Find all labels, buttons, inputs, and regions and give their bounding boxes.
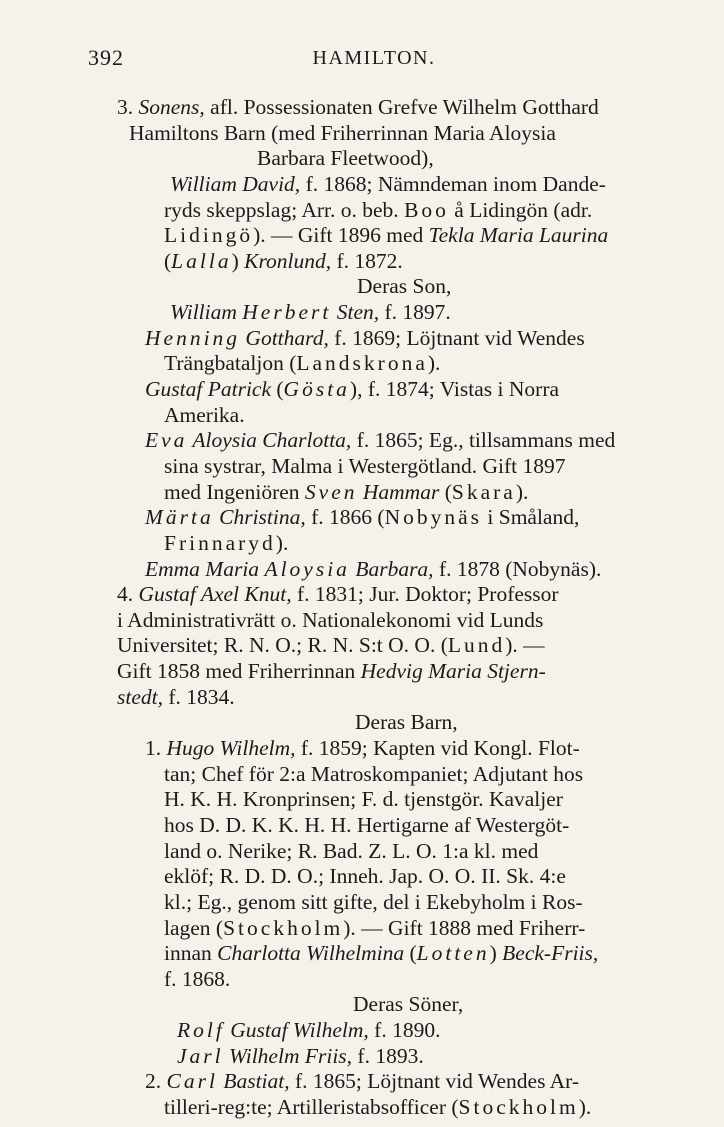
running-head: HAMILTON. <box>312 47 436 69</box>
text-segment: ), f. 1874; Vistas i Norra <box>349 377 560 401</box>
text-line <box>145 376 559 402</box>
text-segment: med Ingeniören <box>164 480 305 504</box>
text-segment: f. 1865; Eg., tillsammans med <box>351 428 616 452</box>
text-segment: Aloysia Charlotta, <box>187 428 352 452</box>
text-segment: tan; Chef för 2:a Matroskompaniet; Adjutant hos <box>164 762 584 786</box>
text-segment: eklöf; R. D. D. O.; Inneh. Jap. O. O. II. Sk. 4:e <box>164 864 566 888</box>
text-segment: Barbara, <box>349 557 434 581</box>
text-segment: 3. <box>117 95 139 119</box>
text-segment: Kronlund, <box>244 249 332 273</box>
text-segment: Hammar <box>357 480 440 504</box>
text-line <box>145 504 579 530</box>
text-line <box>164 222 608 248</box>
text-line <box>164 402 245 428</box>
text-segment: ). — Gift 1888 med Friherr- <box>343 916 586 940</box>
text-segment: ) <box>231 249 245 273</box>
text-segment: H. K. H. Kronprinsen; F. d. tjenstgör. Kavaljer <box>164 787 563 811</box>
text-segment: f. 1866 ( <box>305 505 385 529</box>
text-line <box>257 145 434 171</box>
text-segment: f. 1869; Löjtnant vid Wendes <box>328 326 585 350</box>
text-segment: Lund <box>447 633 506 657</box>
text-segment: Sonens, <box>138 95 205 119</box>
text-segment: Amerika. <box>164 403 245 427</box>
text-line <box>145 325 585 351</box>
text-segment: f. 1893. <box>352 1044 424 1068</box>
text-segment: i Småland, <box>482 505 580 529</box>
text-segment: ). <box>515 480 529 504</box>
text-segment: Barbara Fleetwood), <box>257 146 434 170</box>
text-segment: Märta <box>145 505 214 529</box>
text-line <box>164 479 528 505</box>
text-segment: sina systrar, Malma i Westergötland. Gift 1897 <box>164 454 566 478</box>
text-segment: ). <box>427 351 441 375</box>
text-segment: Herbert <box>242 300 332 324</box>
text-line <box>164 940 598 966</box>
text-line <box>357 273 451 299</box>
text-segment: Universitet; R. N. O.; R. N. S:t O. O. ( <box>117 633 448 657</box>
text-segment: Gösta <box>283 377 350 401</box>
text-segment: å Lidingön (adr. <box>448 198 593 222</box>
text-segment: Lotten <box>416 941 490 965</box>
text-line <box>164 863 566 889</box>
text-line <box>129 120 556 146</box>
text-segment: Jarl <box>177 1044 224 1068</box>
text-segment: tilleri-reg:te; Artilleristabsofficer ( <box>164 1095 459 1119</box>
text-segment: f. 1834. <box>162 685 235 709</box>
text-segment: stedt, <box>117 685 163 709</box>
text-segment: Bastiat, <box>217 1069 290 1093</box>
text-segment: Henning <box>145 326 241 350</box>
text-segment: Landskrona <box>296 351 428 375</box>
text-segment: Eva <box>145 428 188 452</box>
text-segment: f. 1831; Jur. Doktor; Professor <box>291 582 559 606</box>
text-segment: f. 1872. <box>331 249 403 273</box>
text-segment: f. 1859; Kapten vid Kongl. Flot- <box>295 736 580 760</box>
text-line <box>117 94 599 120</box>
text-segment: hos D. D. K. K. H. H. Hertigarne af Westergöt- <box>164 813 570 837</box>
text-segment: afl. Possessionaten Grefve Wilhelm Gotthard <box>204 95 599 119</box>
text-segment: Gotthard, <box>240 326 329 350</box>
text-line <box>164 350 440 376</box>
text-line <box>164 838 538 864</box>
text-line <box>170 171 606 197</box>
text-segment: Beck-Friis, <box>502 941 599 965</box>
text-segment: Wilhelm Friis, <box>223 1044 353 1068</box>
text-segment: ). <box>578 1095 592 1119</box>
text-segment: ). — <box>505 633 545 657</box>
text-segment: Skara <box>451 480 516 504</box>
text-segment: Hedvig Maria Stjern- <box>360 659 546 683</box>
text-line <box>355 709 458 735</box>
text-segment: lagen ( <box>164 916 224 940</box>
text-segment: Carl <box>166 1069 218 1093</box>
text-segment: William David, <box>170 172 301 196</box>
page-number: 392 <box>88 45 124 70</box>
text-segment: ( <box>404 941 417 965</box>
text-segment: Lidingö <box>164 223 254 247</box>
text-segment: William <box>170 300 243 324</box>
text-segment: f. 1878 (Nobynäs). <box>433 557 602 581</box>
text-line <box>164 197 592 223</box>
text-line <box>164 966 230 992</box>
text-segment: 4. <box>117 582 139 606</box>
text-segment: Gift 1858 med Friherrinnan <box>117 659 361 683</box>
text-segment: ( <box>271 377 284 401</box>
page-header <box>0 45 724 75</box>
text-segment: Deras Söner, <box>353 992 464 1016</box>
text-segment: innan <box>164 941 218 965</box>
text-segment: Gustaf Wilhelm, <box>224 1018 369 1042</box>
text-segment: Tekla Maria Laurina <box>428 223 609 247</box>
text-line <box>117 607 543 633</box>
text-line <box>164 1094 591 1120</box>
text-line <box>145 1068 579 1094</box>
text-segment: Charlotta Wilhelmina <box>217 941 405 965</box>
text-line <box>164 761 583 787</box>
text-segment: ). <box>275 531 289 555</box>
text-line <box>164 786 563 812</box>
text-segment: Stockholm <box>223 916 344 940</box>
text-line <box>145 427 615 453</box>
text-segment: kl.; Eg., genom sitt gifte, del i Ekebyholm i Ros- <box>164 890 583 914</box>
text-segment: Trängbataljon ( <box>164 351 297 375</box>
text-line <box>164 453 565 479</box>
text-line <box>177 1017 440 1043</box>
text-segment: land o. Nerike; R. Bad. Z. L. O. 1:a kl. med <box>164 839 539 863</box>
text-segment: Deras Barn, <box>355 710 458 734</box>
text-segment: ( <box>164 249 172 273</box>
text-segment: Hamiltons Barn (med Friherrinnan Maria Aloysia <box>129 121 556 145</box>
text-segment: Sten, <box>331 300 380 324</box>
text-segment: 2. <box>145 1069 167 1093</box>
text-segment: f. 1868. <box>164 967 231 991</box>
text-segment: Gustaf Axel Knut, <box>138 582 292 606</box>
text-line <box>177 1043 424 1069</box>
text-line <box>145 735 580 761</box>
text-line <box>170 299 451 325</box>
text-line <box>145 556 601 582</box>
text-segment: Sven <box>304 480 358 504</box>
text-segment: f. 1897. <box>379 300 451 324</box>
text-segment: Boo <box>404 198 449 222</box>
text-segment: ). — Gift 1896 med <box>253 223 429 247</box>
text-segment: Christina, <box>213 505 306 529</box>
text-segment: ( <box>439 480 452 504</box>
text-segment: Gustaf Patrick <box>145 377 271 401</box>
text-segment: f. 1865; Löjtnant vid Wendes Ar- <box>289 1069 580 1093</box>
text-segment: Rolf <box>177 1018 225 1042</box>
text-segment: Aloysia <box>264 557 350 581</box>
text-line <box>164 889 583 915</box>
text-line <box>117 632 545 658</box>
text-line <box>353 991 463 1017</box>
text-line <box>117 684 235 710</box>
text-line <box>117 581 559 607</box>
text-segment: ryds skeppslag; Arr. o. beb. <box>164 198 405 222</box>
text-segment: ) <box>489 941 503 965</box>
text-segment: Stockholm <box>458 1095 579 1119</box>
text-segment: Frinnaryd <box>164 531 276 555</box>
text-segment: f. 1868; Nämndeman inom Dande- <box>300 172 606 196</box>
text-segment: f. 1890. <box>368 1018 441 1042</box>
text-line <box>117 658 546 684</box>
text-segment: Hugo Wilhelm, <box>166 736 296 760</box>
text-segment: i Administrativrätt o. Nationalekonomi vid Lunds <box>117 608 544 632</box>
text-line <box>164 812 569 838</box>
text-segment: Nobynäs <box>384 505 483 529</box>
text-segment: Emma Maria <box>145 557 265 581</box>
text-segment: 1. <box>145 736 167 760</box>
text-line <box>164 915 585 941</box>
text-segment: Lalla <box>171 249 232 273</box>
text-segment: Deras Son, <box>357 274 452 298</box>
text-line <box>164 248 403 274</box>
text-line <box>164 530 288 556</box>
